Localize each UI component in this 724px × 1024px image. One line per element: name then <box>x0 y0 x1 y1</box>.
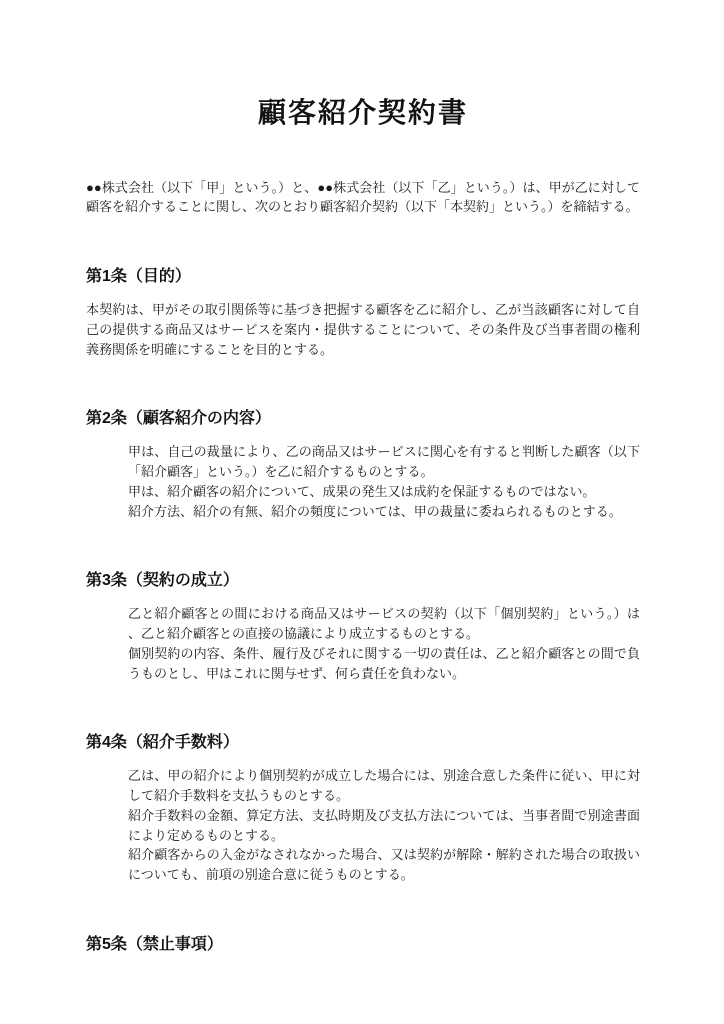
article-body <box>128 442 640 521</box>
article-body <box>128 604 640 683</box>
article-heading: 第2条（顧客紹介の内容） <box>86 410 271 428</box>
article-heading: 第1条（目的） <box>86 268 191 286</box>
article-section <box>86 571 640 683</box>
article-paragraph: 紹介顧客からの入金がなされなかった場合、又は契約が解除・解約された場合の取扱いについても、前項の別途合意に従うものとする。 <box>128 847 640 883</box>
intro-paragraph: ●●株式会社（以下「甲」という。）と、●●株式会社（以下「乙」という。）は、甲が乙に対して顧客を紹介することに関し、次のとおり顧客紹介契約（以下「本契約」という。）を締結する。 <box>86 179 640 215</box>
article-paragraph: 紹介手数料の金額、算定方法、支払時期及び支払方法については、当事者間で別途書面により定めるものとする。 <box>128 807 640 843</box>
article-paragraph: 紹介方法、紹介の有無、紹介の頻度については、甲の裁量に委ねられるものとする。 <box>128 503 622 519</box>
article-section <box>86 409 640 521</box>
article-paragraph: 乙と紹介顧客との間における商品又はサービスの契約（以下「個別契約」という。）は、乙と紹介顧客との直接の協議により成立するものとする。 <box>128 606 640 642</box>
article-body <box>86 300 640 359</box>
article-section <box>86 267 640 359</box>
article-paragraph: 本契約は、甲がその取引関係等に基づき把握する顧客を乙に紹介し、乙が当該顧客に対して自己の提供する商品又はサービスを案内・提供することについて、その条件及び当事者間の権利義務関係を明確にすることを目的とする。 <box>86 302 640 357</box>
article-section <box>86 733 640 885</box>
article-paragraph: 乙は、甲の紹介により個別契約が成立した場合には、別途合意した条件に従い、甲に対して紹介手数料を支払うものとする。 <box>128 768 640 804</box>
article-paragraph: 甲は、紹介顧客の紹介について、成果の発生又は成約を保証するものではない。 <box>128 483 596 499</box>
article-body <box>128 766 640 885</box>
article-heading: 第5条（禁止事項） <box>86 935 223 953</box>
document-title: 顧客紹介契約書 <box>257 97 468 128</box>
article-paragraph: 甲は、自己の裁量により、乙の商品又はサービスに関心を有すると判断した顧客（以下「紹介顧客」という。）を乙に紹介するものとする。 <box>128 444 640 480</box>
articles-container <box>86 267 640 955</box>
article-heading: 第4条（紹介手数料） <box>86 734 239 752</box>
article-heading: 第3条（契約の成立） <box>86 572 239 590</box>
article-section <box>86 935 640 955</box>
article-paragraph: 個別契約の内容、条件、履行及びそれに関する一切の責任は、乙と紹介顧客との間で負うものとし、甲はこれに関与せず、何ら責任を負わない。 <box>128 645 640 681</box>
